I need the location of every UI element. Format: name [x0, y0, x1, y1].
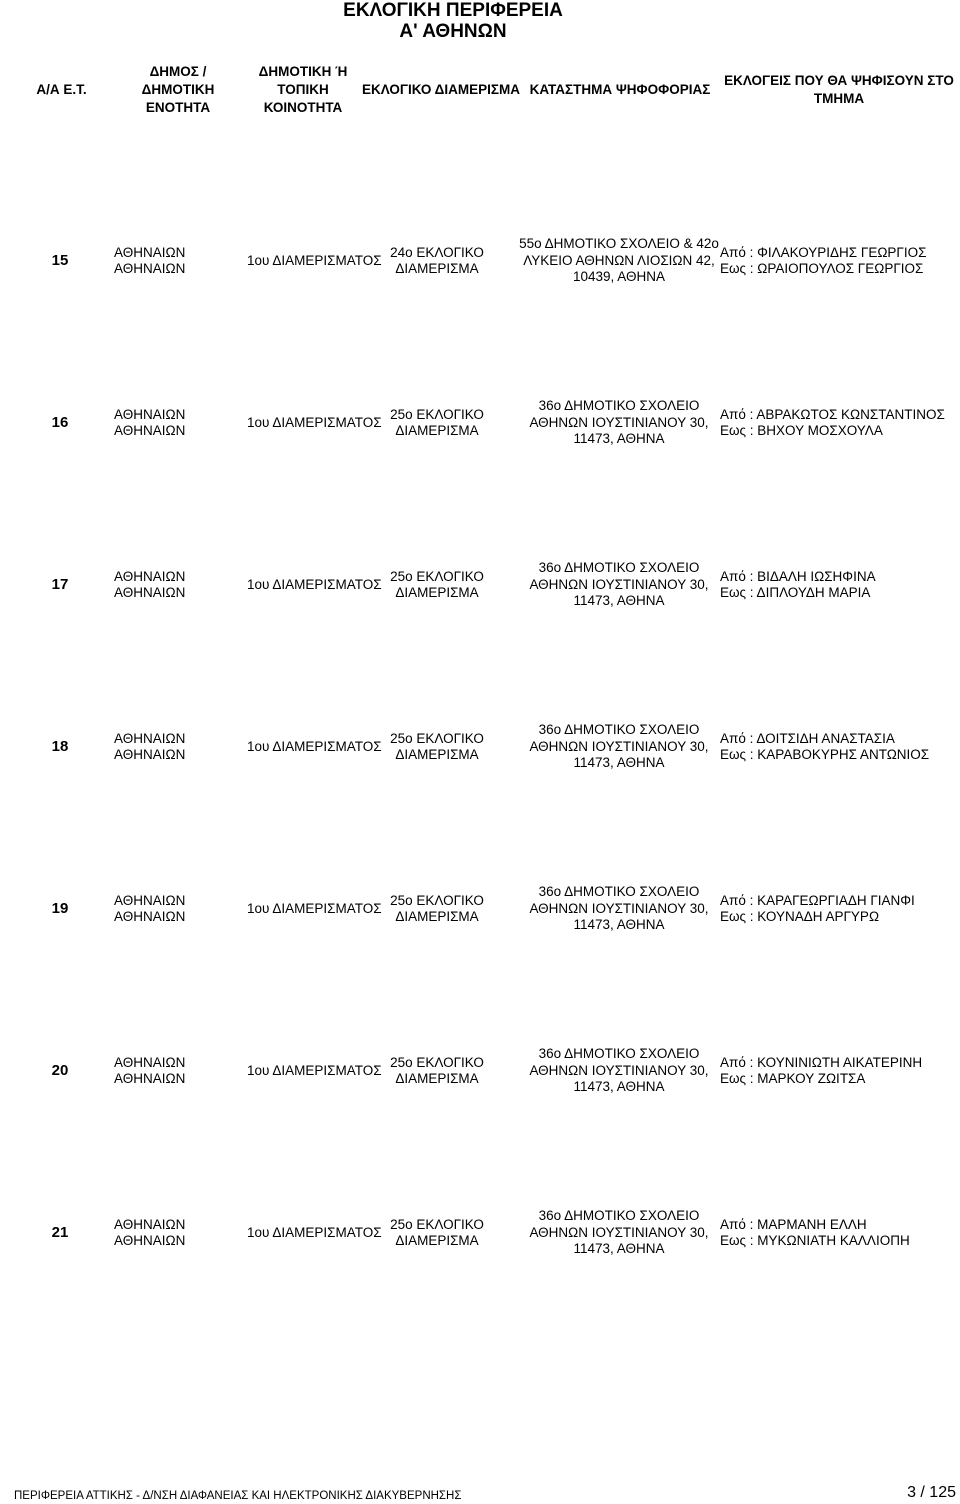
diamerisma-cell: 25ο ΕΚΛΟΓΙΚΟ ΔΙΑΜΕΡΙΣΜΑ: [390, 568, 484, 600]
page-number: 3 / 125: [907, 1484, 956, 1501]
table-row: [0, 666, 960, 828]
ekloges-cell: [720, 1152, 960, 1314]
range-from: Από : ΚΟΥΝΙΝΙΩΤΗ ΑΙΚΑΤΕΡΙΝΗ: [720, 1054, 923, 1070]
column-header-koinotita: ΔΗΜΟΤΙΚΗ Ή ΤΟΠΙΚΗ ΚΟΙΝΟΤΗΤΑ: [258, 64, 348, 115]
table-row: [0, 1152, 960, 1314]
page-title-line-1: ΕΚΛΟΓΙΚΗ ΠΕΡΙΦΕΡΕΙΑ: [343, 0, 563, 21]
koinotita-cell: 1ου ΔΙΑΜΕΡΙΣΜΑΤΟΣ: [247, 414, 382, 430]
diamerisma-cell: 25ο ΕΚΛΟΓΙΚΟ ΔΙΑΜΕΡΙΣΜΑ: [390, 1216, 484, 1248]
row-number: 19: [51, 899, 69, 917]
range-from: Από : ΑΒΡΑΚΩΤΟΣ ΚΩΝΣΤΑΝΤΙΝΟΣ: [720, 406, 945, 422]
footer-text: ΠΕΡΙΦΕΡΕΙΑ ΑΤΤΙΚΗΣ - Δ/ΝΣΗ ΔΙΑΦΑΝΕΙΑΣ ΚΑΙ ΗΛΕΚΤΡΟΝΙΚΗΣ ΔΙΑΚΥΒΕΡΝΗΣΗΣ: [14, 1490, 462, 1502]
column-header-aa: Α/Α Ε.Τ.: [36, 82, 87, 97]
table-row: [0, 342, 960, 504]
diamerisma-cell: 25ο ΕΚΛΟΓΙΚΟ ΔΙΑΜΕΡΙΣΜΑ: [390, 730, 484, 762]
range-to: Εως : ΒΗΧΟΥ ΜΟΣΧΟΥΛΑ: [720, 423, 883, 438]
dimos-cell: ΑΘΗΝΑΙΩΝ ΑΘΗΝΑΙΩΝ: [114, 1054, 186, 1086]
row-number: 21: [51, 1223, 69, 1241]
range-from: Από : ΒΙΔΑΛΗ ΙΩΣΗΦΙΝΑ: [720, 568, 876, 584]
range-to: Εως : ΩΡΑΙΟΠΟΥΛΟΣ ΓΕΩΡΓΙΟΣ: [720, 261, 924, 276]
range-from: Από : ΚΑΡΑΓΕΩΡΓΙΑΔΗ ΓΙΑΝΦΙ: [720, 892, 915, 908]
range-from: Από : ΔΟΙΤΣΙΔΗ ΑΝΑΣΤΑΣΙΑ: [720, 730, 895, 746]
katastima-cell: 36ο ΔΗΜΟΤΙΚΟ ΣΧΟΛΕΙΟ ΑΘΗΝΩΝ ΙΟΥΣΤΙΝΙΑΝΟΥ 30, 11473, ΑΘΗΝΑ: [529, 1208, 709, 1257]
table-row: [0, 828, 960, 990]
range-to: Εως : ΜΥΚΩΝΙΑΤΗ ΚΑΛΛΙΟΠΗ: [720, 1233, 910, 1248]
katastima-cell: 36ο ΔΗΜΟΤΙΚΟ ΣΧΟΛΕΙΟ ΑΘΗΝΩΝ ΙΟΥΣΤΙΝΙΑΝΟΥ 30, 11473, ΑΘΗΝΑ: [529, 722, 709, 771]
ekloges-cell: [720, 828, 960, 990]
range-to: Εως : ΚΑΡΑΒΟΚΥΡΗΣ ΑΝΤΩΝΙΟΣ: [720, 747, 930, 762]
row-number: 17: [51, 575, 69, 593]
dimos-cell: ΑΘΗΝΑΙΩΝ ΑΘΗΝΑΙΩΝ: [114, 730, 186, 762]
range-to: Εως : ΚΟΥΝΑΔΗ ΑΡΓΥΡΩ: [720, 909, 880, 924]
ekloges-cell: [720, 180, 960, 342]
row-number: 16: [51, 413, 69, 431]
koinotita-cell: 1ου ΔΙΑΜΕΡΙΣΜΑΤΟΣ: [247, 1224, 382, 1240]
table-row: [0, 990, 960, 1152]
dimos-cell: ΑΘΗΝΑΙΩΝ ΑΘΗΝΑΙΩΝ: [114, 568, 186, 600]
range-from: Από : ΦΙΛΑΚΟΥΡΙΔΗΣ ΓΕΩΡΓΙΟΣ: [720, 244, 927, 260]
range-from: Από : ΜΑΡΜΑΝΗ ΕΛΛΗ: [720, 1216, 867, 1232]
table-row: [0, 180, 960, 342]
row-number: 18: [51, 737, 69, 755]
katastima-cell: 36ο ΔΗΜΟΤΙΚΟ ΣΧΟΛΕΙΟ ΑΘΗΝΩΝ ΙΟΥΣΤΙΝΙΑΝΟΥ 30, 11473, ΑΘΗΝΑ: [529, 1046, 709, 1095]
table-row: [0, 504, 960, 666]
koinotita-cell: 1ου ΔΙΑΜΕΡΙΣΜΑΤΟΣ: [247, 576, 382, 592]
dimos-cell: ΑΘΗΝΑΙΩΝ ΑΘΗΝΑΙΩΝ: [114, 406, 186, 438]
diamerisma-cell: 25ο ΕΚΛΟΓΙΚΟ ΔΙΑΜΕΡΙΣΜΑ: [390, 892, 484, 924]
page-title-line-2: Α' ΑΘΗΝΩΝ: [399, 21, 507, 42]
ekloges-cell: [720, 342, 960, 504]
range-to: Εως : ΔΙΠΛΟΥΔΗ ΜΑΡΙΑ: [720, 585, 871, 600]
ekloges-cell: [720, 504, 960, 666]
koinotita-cell: 1ου ΔΙΑΜΕΡΙΣΜΑΤΟΣ: [247, 1062, 382, 1078]
katastima-cell: 36ο ΔΗΜΟΤΙΚΟ ΣΧΟΛΕΙΟ ΑΘΗΝΩΝ ΙΟΥΣΤΙΝΙΑΝΟΥ 30, 11473, ΑΘΗΝΑ: [529, 398, 709, 447]
range-to: Εως : ΜΑΡΚΟΥ ΖΩΙΤΣΑ: [720, 1071, 866, 1086]
column-header-katastima: ΚΑΤΑΣΤΗΜΑ ΨΗΦΟΦΟΡΙΑΣ: [529, 82, 711, 97]
row-number: 15: [51, 251, 69, 269]
dimos-cell: ΑΘΗΝΑΙΩΝ ΑΘΗΝΑΙΩΝ: [114, 244, 186, 276]
koinotita-cell: 1ου ΔΙΑΜΕΡΙΣΜΑΤΟΣ: [247, 252, 382, 268]
katastima-cell: 55ο ΔΗΜΟΤΙΚΟ ΣΧΟΛΕΙΟ & 42ο ΛΥΚΕΙΟ ΑΘΗΝΩΝ ΛΙΟΣΙΩΝ 42, 10439, ΑΘΗΝΑ: [519, 236, 719, 285]
katastima-cell: 36ο ΔΗΜΟΤΙΚΟ ΣΧΟΛΕΙΟ ΑΘΗΝΩΝ ΙΟΥΣΤΙΝΙΑΝΟΥ 30, 11473, ΑΘΗΝΑ: [529, 560, 709, 609]
column-header-diamerisma: ΕΚΛΟΓΙΚΟ ΔΙΑΜΕΡΙΣΜΑ: [362, 82, 520, 97]
row-number: 20: [51, 1061, 69, 1079]
column-header-ekloges: ΕΚΛΟΓΕΙΣ ΠΟΥ ΘΑ ΨΗΦΙΣΟΥΝ ΣΤΟ ΤΜΗΜΑ: [724, 73, 954, 106]
katastima-cell: 36ο ΔΗΜΟΤΙΚΟ ΣΧΟΛΕΙΟ ΑΘΗΝΩΝ ΙΟΥΣΤΙΝΙΑΝΟΥ 30, 11473, ΑΘΗΝΑ: [529, 884, 709, 933]
ekloges-cell: [720, 666, 960, 828]
diamerisma-cell: 25ο ΕΚΛΟΓΙΚΟ ΔΙΑΜΕΡΙΣΜΑ: [390, 1054, 484, 1086]
koinotita-cell: 1ου ΔΙΑΜΕΡΙΣΜΑΤΟΣ: [247, 738, 382, 754]
dimos-cell: ΑΘΗΝΑΙΩΝ ΑΘΗΝΑΙΩΝ: [114, 1216, 186, 1248]
dimos-cell: ΑΘΗΝΑΙΩΝ ΑΘΗΝΑΙΩΝ: [114, 892, 186, 924]
koinotita-cell: 1ου ΔΙΑΜΕΡΙΣΜΑΤΟΣ: [247, 900, 382, 916]
diamerisma-cell: 25ο ΕΚΛΟΓΙΚΟ ΔΙΑΜΕΡΙΣΜΑ: [390, 406, 484, 438]
column-header-dimos: ΔΗΜΟΣ / ΔΗΜΟΤΙΚΗ ΕΝΟΤΗΤΑ: [141, 64, 215, 115]
diamerisma-cell: 24ο ΕΚΛΟΓΙΚΟ ΔΙΑΜΕΡΙΣΜΑ: [390, 244, 484, 276]
ekloges-cell: [720, 990, 960, 1152]
